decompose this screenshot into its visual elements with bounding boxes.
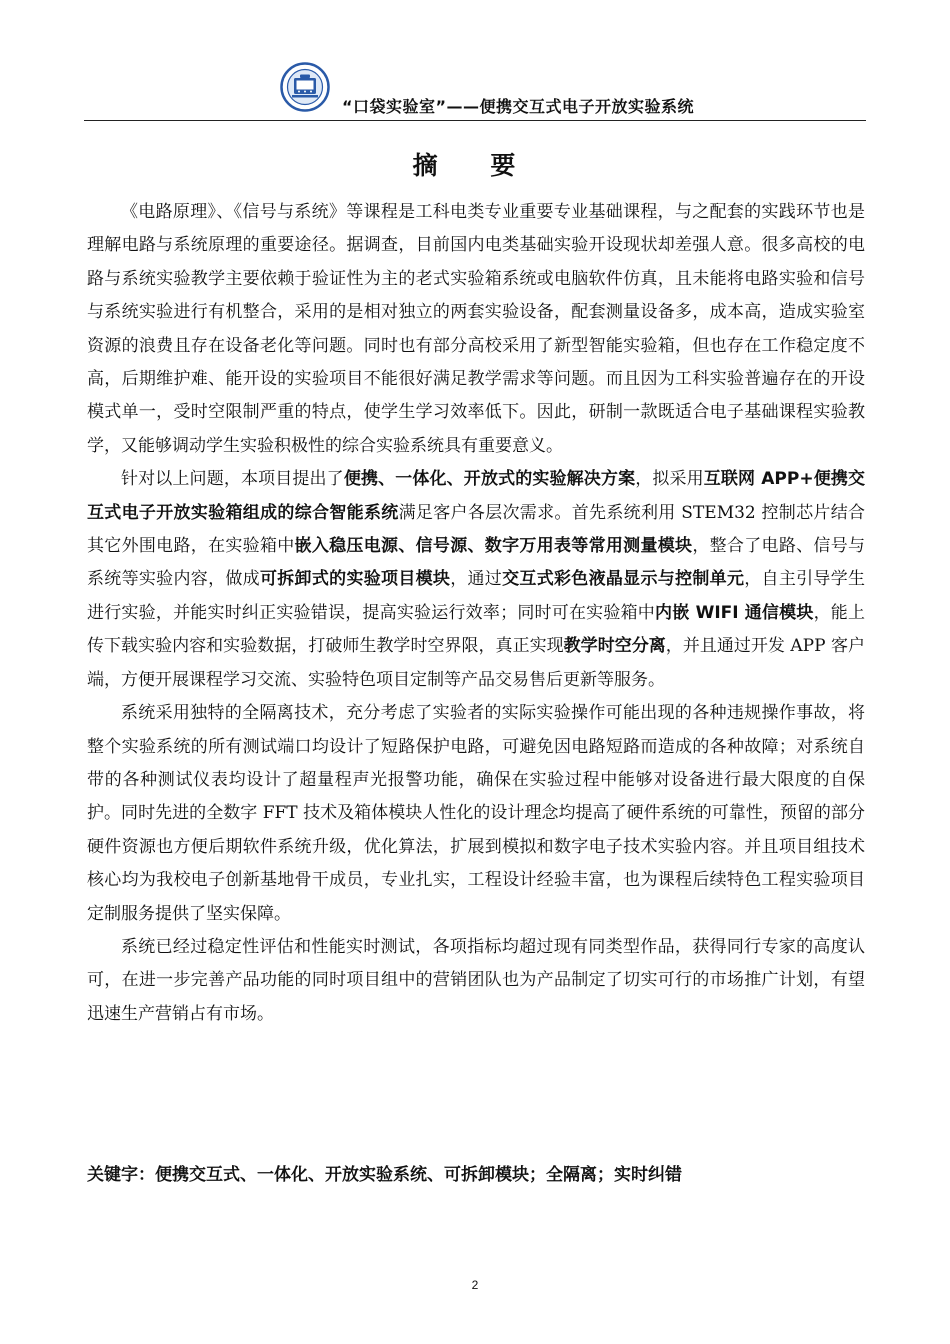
header-title: “口袋实验室”——便携交互式电子开放实验系统: [342, 97, 695, 116]
abstract-paragraph: [87, 196, 865, 463]
paragraph-text: 系统已经过稳定性评估和性能实时测试，各项指标均超过现有同类型作品，获得同行专家的高度认可，在进一步完善产品功能的同时项目组中的营销团队也为产品制定了切实可行的市场推广计划，有望迅速生产营销占有市场。: [87, 936, 865, 1024]
paragraph-text: ，拟采用: [635, 469, 704, 490]
school-logo: [280, 62, 330, 112]
paragraph-text: ，通过: [450, 569, 503, 590]
paragraph-text: ，自主引导学生进行实验，并能实时纠正实验错误，提高实验运行效率；同时可在实验箱中: [87, 569, 866, 623]
paragraph-text: ，并且通过开发 APP 客户端，方便开展课程学习交流、实验特色项目定制等产品交易售后更新等服务。: [87, 636, 865, 690]
paragraph-text: 《电路原理》、《信号与系统》等课程是工科电类专业重要专业基础课程，与之配套的实践环节也是理解电路与系统原理的重要途径。据调查，目前国内电类基础实验开设现状却差强人意。很多高校的电路与系统实验教学主要依赖于验证性为主的老式实验箱系统或电脑软件仿真，且未能将电路实验和信号与系统实验进行有机整合，采用的是相对独立的两套实验设备，配套测量设备多，成本高，造成实验室资源的浪费且存在设备老化等问题。同时也有部分高校采用了新型智能实验箱，但也存在工作稳定度不高，后期维护难、能开设的实验项目不能很好满足教学需求等问题。而且因为工科实验普遍存在的开设模式单一，受时空限制严重的特点，使学生学习效率低下。因此，研制一款既适合电子基础课程实验教学，又能够调动学生实验积极性的综合实验系统具有重要意义。: [87, 202, 865, 456]
abstract-paragraph: [87, 931, 865, 1031]
emphasis-text: 互联网 APP+便携交互式电子开放实验箱组成的综合智能系统: [87, 469, 866, 523]
paragraph-text: 系统采用独特的全隔离技术，充分考虑了实验者的实际实验操作可能出现的各种违规操作事故，将整个实验系统的所有测试端口均设计了短路保护电路，可避免因电路短路而造成的各种故障；对系统自带的各种测试仪表均设计了超量程声光报警功能，确保在实验过程中能够对设备进行最大限度的自保护。同时先进的全数字 FFT 技术及箱体模块人性化的设计理念均提高了硬件系统的可靠性，预留的部分硬件资源也方便后期软件系统升级，优化算法，扩展到模拟和数字电子技术实验内容。并且项目组技术核心均为我校电子创新基地骨干成员，专业扎实，工程设计经验丰富，也为课程后续特色工程实验项目定制服务提供了坚实保障。: [87, 703, 865, 924]
emphasis-text: 交互式彩色液晶显示与控制单元: [502, 569, 745, 590]
header-divider: [84, 120, 866, 121]
lab-device-icon: [280, 62, 330, 112]
emphasis-text: 内嵌 WIFI 通信模块: [655, 602, 814, 623]
keywords: 关键字：便携交互式、一体化、开放实验系统、可拆卸模块；全隔离；实时纠错: [87, 1165, 682, 1185]
emphasis-text: 嵌入稳压电源、信号源、数字万用表等常用测量模块: [294, 536, 693, 557]
emphasis-text: 可拆卸式的实验项目模块: [259, 569, 451, 590]
paragraph-text: ，整合了电路、信号与系统等实验内容，做成: [87, 536, 866, 590]
page-title: 摘 要: [412, 151, 538, 180]
emphasis-text: 教学时空分离: [563, 636, 666, 657]
paragraph-text: 针对以上问题，本项目提出了: [121, 469, 344, 490]
paragraph-text: 满足客户各层次需求。首先系统利用 STEM32 控制芯片结合其它外围电路，在实验箱中: [87, 502, 866, 557]
page-header: [84, 62, 866, 122]
page-number: 2: [471, 1278, 479, 1292]
emphasis-text: 便携、一体化、开放式的实验解决方案: [343, 469, 636, 490]
abstract-paragraph: [87, 463, 865, 697]
abstract-paragraph: [87, 697, 865, 931]
abstract-body: [87, 196, 865, 1031]
paragraph-text: ，能上传下载实验内容和实验数据，打破师生教学时空界限，真正实现: [87, 602, 866, 657]
